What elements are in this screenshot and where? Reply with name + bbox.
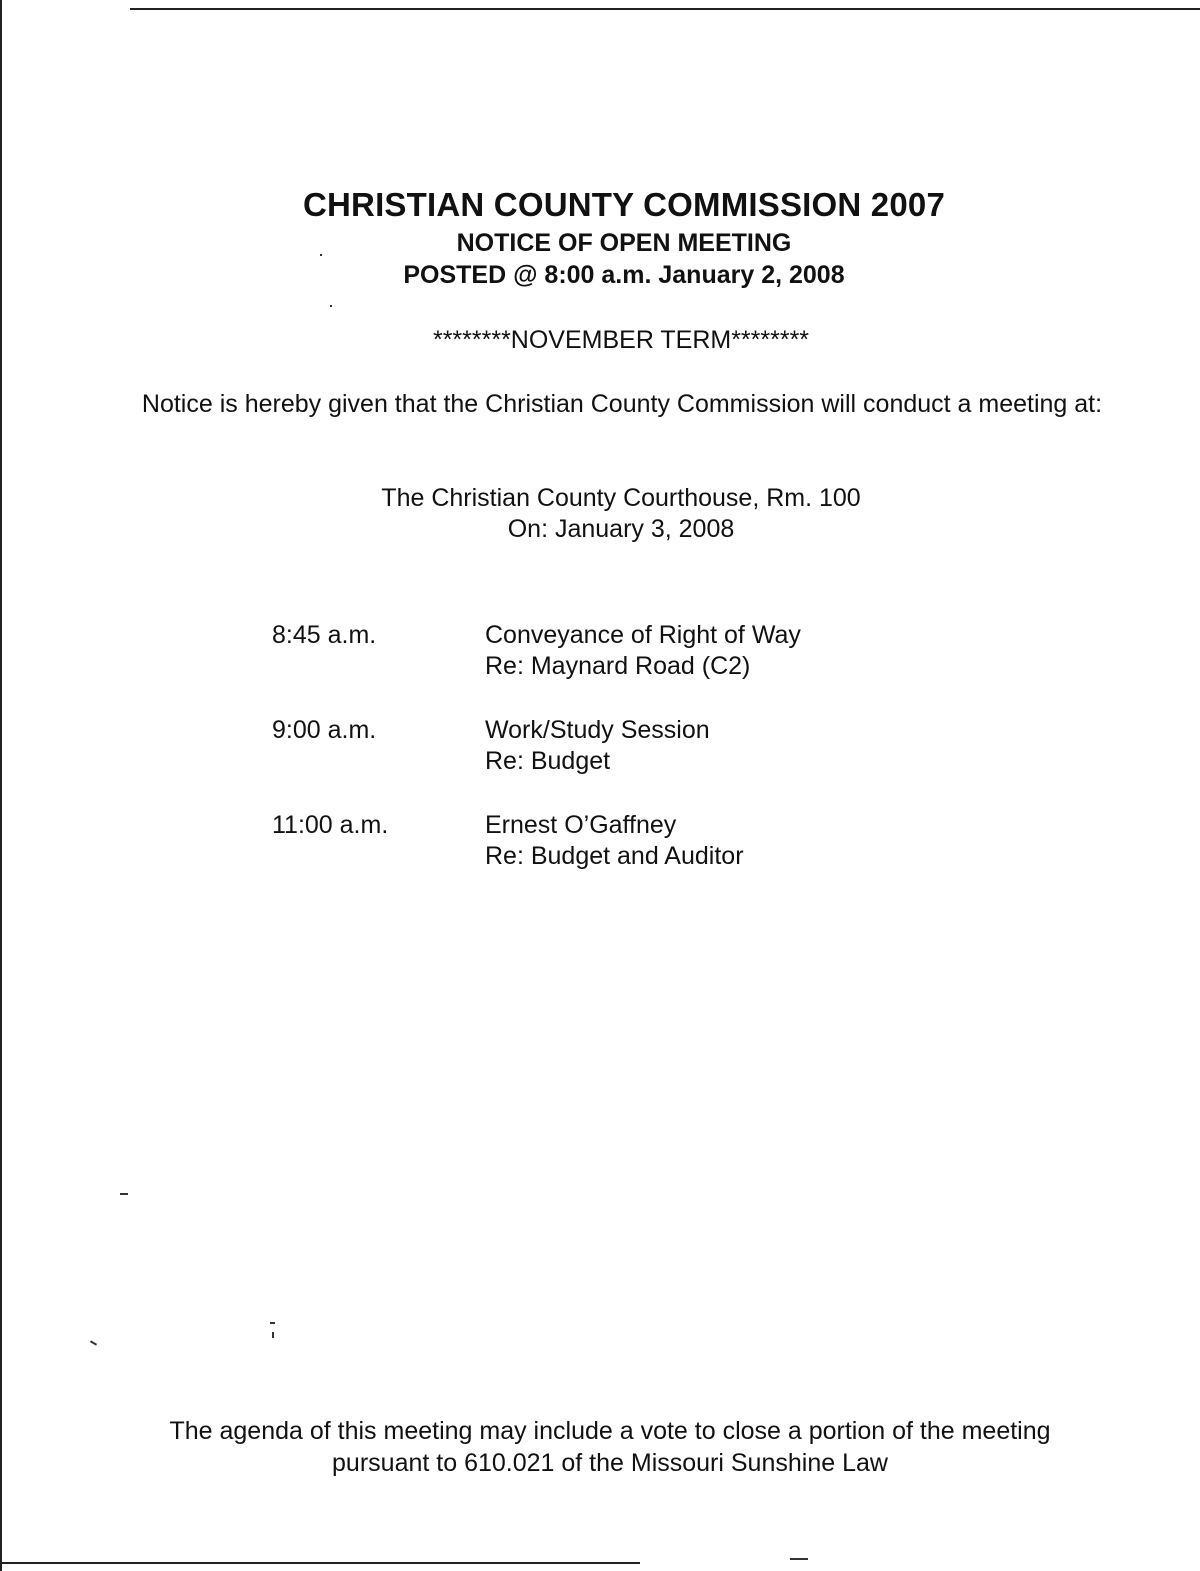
agenda-title: Work/Study Session xyxy=(485,716,710,744)
footer-line-1: The agenda of this meeting may include a vote to close a portion of the meeting xyxy=(169,1417,1051,1445)
agenda-item xyxy=(272,715,972,777)
footer-note xyxy=(100,1415,1120,1479)
notice-subtitle: NOTICE OF OPEN MEETING xyxy=(456,229,792,257)
scan-speck xyxy=(120,1193,128,1195)
notice-paragraph: Notice is hereby given that the Christian County Commission will conduct a meeting at: xyxy=(141,390,1103,418)
agenda-description xyxy=(485,810,744,872)
scan-speck xyxy=(90,1340,97,1345)
scan-speck xyxy=(790,1558,808,1560)
meeting-location xyxy=(0,483,1200,545)
agenda-time: 9:00 a.m. xyxy=(272,716,377,744)
agenda-list xyxy=(272,620,972,905)
footer-line-2: pursuant to 610.021 of the Missouri Sunshine Law xyxy=(332,1449,888,1477)
agenda-re: Re: Maynard Road (C2) xyxy=(485,652,751,680)
agenda-time: 11:00 a.m. xyxy=(272,811,389,839)
term-line: ********NOVEMBER TERM******** xyxy=(432,326,810,354)
agenda-item xyxy=(272,810,972,872)
posted-line: POSTED @ 8:00 a.m. January 2, 2008 xyxy=(403,261,845,289)
scan-speck xyxy=(330,305,332,307)
agenda-time: 8:45 a.m. xyxy=(272,621,377,649)
location-place: The Christian County Courthouse, Rm. 100 xyxy=(381,484,861,512)
scan-edge-top xyxy=(130,8,1200,10)
agenda-title: Ernest O’Gaffney xyxy=(485,811,677,839)
location-date: On: January 3, 2008 xyxy=(507,515,735,543)
page-title: CHRISTIAN COUNTY COMMISSION 2007 xyxy=(302,186,946,223)
scan-speck xyxy=(272,1332,274,1338)
agenda-description xyxy=(485,715,710,777)
scan-edge-bottom xyxy=(0,1562,640,1564)
agenda-description xyxy=(485,620,801,682)
agenda-title: Conveyance of Right of Way xyxy=(485,621,801,649)
agenda-re: Re: Budget and Auditor xyxy=(485,842,744,870)
scan-speck xyxy=(270,1322,275,1324)
agenda-item xyxy=(272,620,972,682)
agenda-re: Re: Budget xyxy=(485,747,611,775)
